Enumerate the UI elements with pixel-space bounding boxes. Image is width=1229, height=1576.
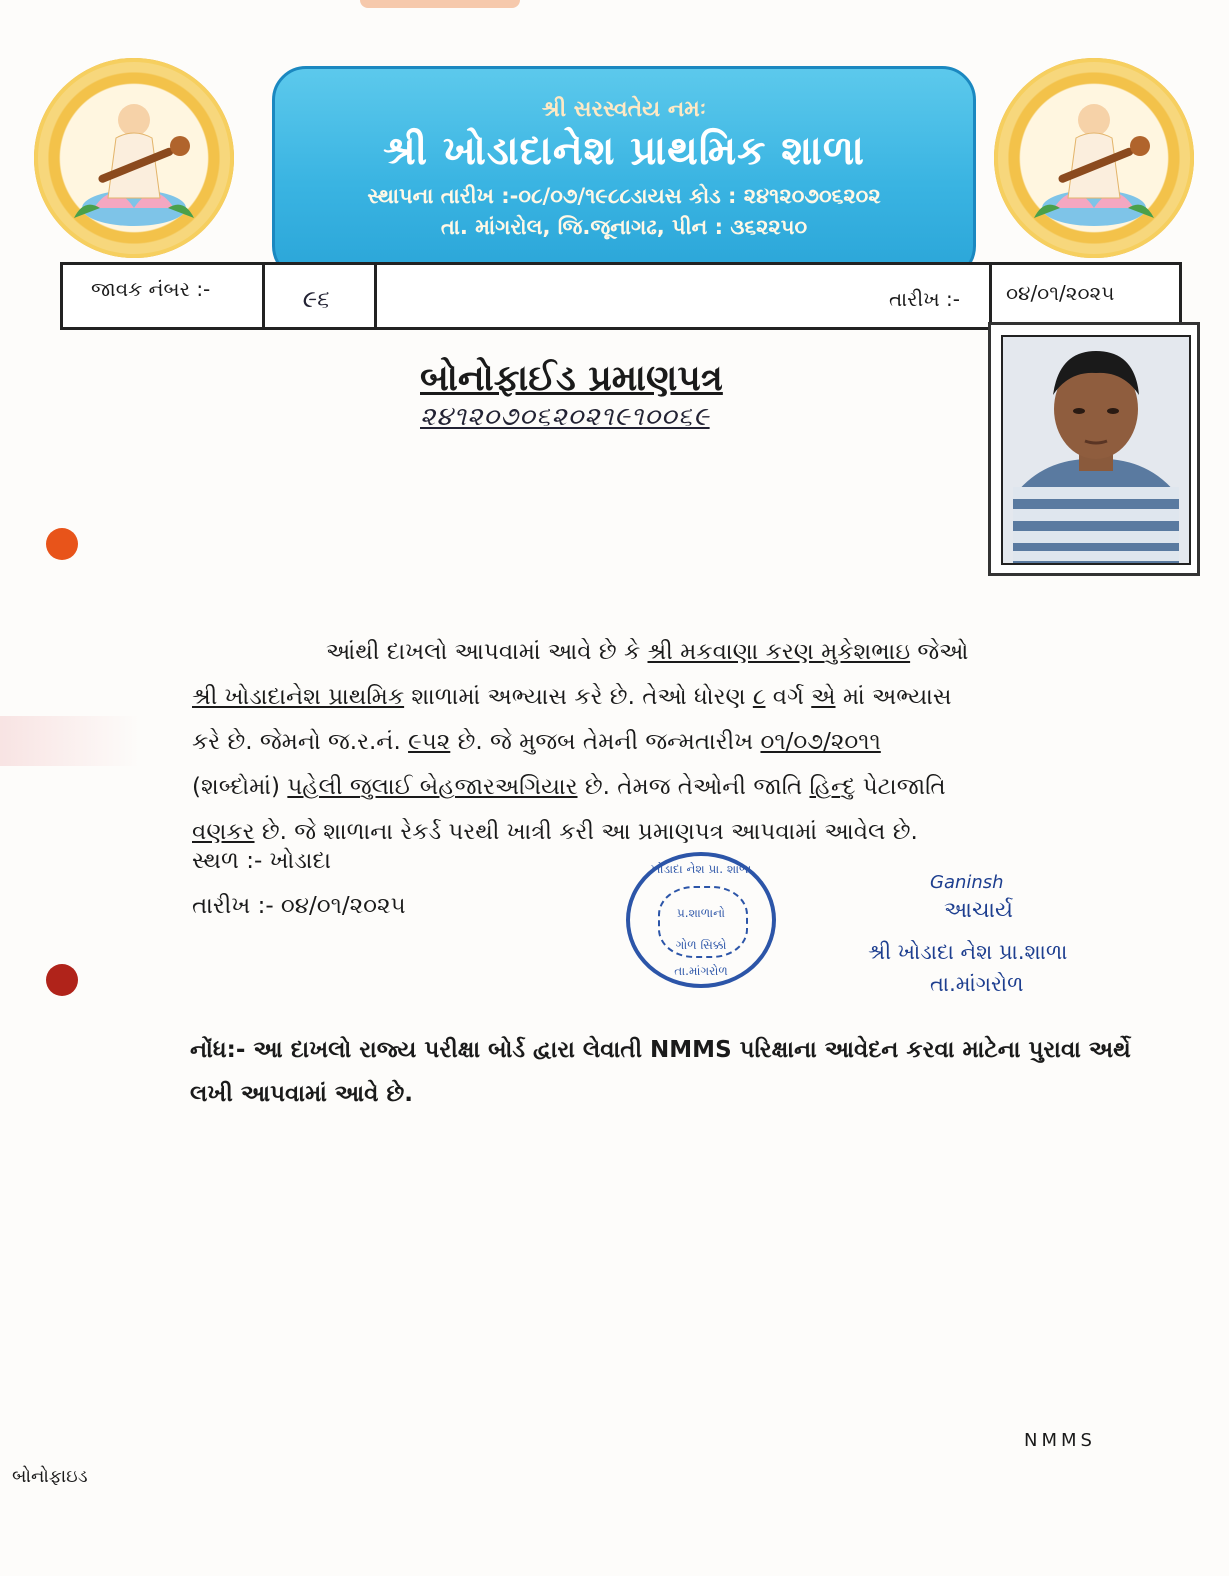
school-name: શ્રી ખોડાદાનેશ પ્રાથમિક શાળા (383, 128, 865, 174)
stamp-text-bottom: તા.માંગરોળ (674, 964, 728, 978)
body-line-2 (192, 675, 1138, 720)
subcaste-value: વણકર (192, 819, 255, 845)
note-text: નોંધ:- આ દાખલો રાજ્ય પરીક્ષા બોર્ડ દ્વારા લેવાતી NMMS પરિક્ષાના આવેદન કરવા માટેના પુરાવા અર્થે લખી આપવામાં આવે છે. (190, 1037, 1131, 1107)
saraswati-emblem-right (994, 58, 1194, 258)
establishment-line: સ્થાપના તારીખ :-૦૮/૦૭/૧૯૮૮ડાયસ કોડ : ૨૪૧૨૦૭૦૬૨૦૨ (367, 184, 881, 208)
body-text: આંથી દાખલો આપવામાં આવે છે કે (326, 639, 648, 665)
body-text: વર્ગ (765, 684, 812, 710)
school-round-stamp (626, 852, 776, 988)
body-text: શાળામાં અભ્યાસ કરે છે. તેઓ ધોરણ (404, 684, 753, 710)
place-line: સ્થળ :- ખોડાદા (192, 848, 332, 874)
body-text: માં અભ્યાસ (835, 684, 952, 710)
body-text: કરે છે. જેમનો જ.ર.નં. (192, 729, 409, 755)
gr-number: ૯૫૨ (408, 729, 451, 755)
saraswati-icon (994, 58, 1194, 258)
caste-value: હિન્દુ (809, 774, 856, 800)
student-photo (1001, 335, 1191, 565)
principal-signature: Ganinsh (930, 872, 1004, 893)
reference-row (60, 262, 1182, 330)
nmms-tag: NMMS (1024, 1430, 1096, 1451)
student-name: શ્રી મકવાણા કરણ મુકેશભાઇ (647, 639, 911, 665)
birth-date: ૦૧/૦૭/૨૦૧૧ (760, 729, 881, 755)
body-line-1 (192, 630, 1138, 675)
principal-taluka: તા.માંગરોળ (930, 972, 1024, 996)
school-header-banner (272, 66, 976, 280)
stamp-text-middle: પ્ર.શાળાનો (676, 906, 726, 920)
body-line-4 (192, 765, 1138, 810)
body-text: છે. જે મુજબ તેમની જન્મતારીખ (450, 729, 761, 755)
body-text: પેટાજાતિ (855, 774, 946, 800)
principal-designation: આચાર્ય (944, 898, 1013, 923)
stamp-text-top: ખોડાદા નેશ પ્રા. શાળા (650, 862, 752, 876)
standard-value: ૮ (752, 684, 766, 710)
punch-hole-mark (46, 528, 78, 560)
certificate-title: બોનોફાઈડ પ્રમાણપત્ર (420, 358, 723, 399)
certificate-body (192, 630, 1138, 855)
punch-hole-mark (46, 964, 78, 996)
body-text: (શબ્દોમાં) (192, 774, 288, 800)
body-text: જેઓ (910, 639, 969, 665)
body-line-3 (192, 720, 1138, 765)
stamp-text-lower: ગોળ સિક્કો (675, 938, 727, 952)
student-photo-frame (988, 322, 1200, 576)
issue-date-line: તારીખ :- ૦૪/૦૧/૨૦૨૫ (192, 893, 406, 919)
outward-number-label: જાવક નંબર :- (63, 265, 265, 327)
outward-number-value: ૯૬ (265, 265, 377, 327)
body-text: છે. તેમજ તેઓની જાતિ (577, 774, 810, 800)
birth-date-words: પહેલી જુલાઈ બેહજારઅગિયાર (287, 774, 578, 800)
body-text: છે. જે શાળાના રેકર્ડ પરથી ખાત્રી કરી આ પ્રમાણપત્ર આપવામાં આવેલ છે. (254, 819, 918, 845)
body-line-5 (192, 810, 1138, 855)
side-edge-mark (0, 716, 140, 766)
top-edge-mark (360, 0, 520, 8)
ref-date-label: તારીખ :- (889, 287, 960, 311)
division-value: એ (811, 684, 836, 710)
header-invocation: શ્રી સરસ્વતેય નમઃ (541, 97, 707, 122)
principal-school: શ્રી ખોડાદા નેશ પ્રા.શાળા (868, 940, 1068, 964)
footer-label: બોનોફાઇડ (12, 1466, 88, 1487)
ref-date-value: ૦૪/૦૧/૨૦૨૫ (989, 265, 1179, 327)
school-ref: શ્રી ખોડાદાનેશ પ્રાથમિક (192, 684, 405, 710)
address-line: તા. માંગરોલ, જિ.જૂનાગઢ, પીન : ૩૬૨૨૫૦ (440, 215, 808, 239)
saraswati-icon (34, 58, 234, 258)
certificate-number: ૨૪૧૨૦૭૦૬૨૦૨૧૯૧૦૦૬૯ (420, 402, 710, 432)
saraswati-emblem-left (34, 58, 234, 258)
